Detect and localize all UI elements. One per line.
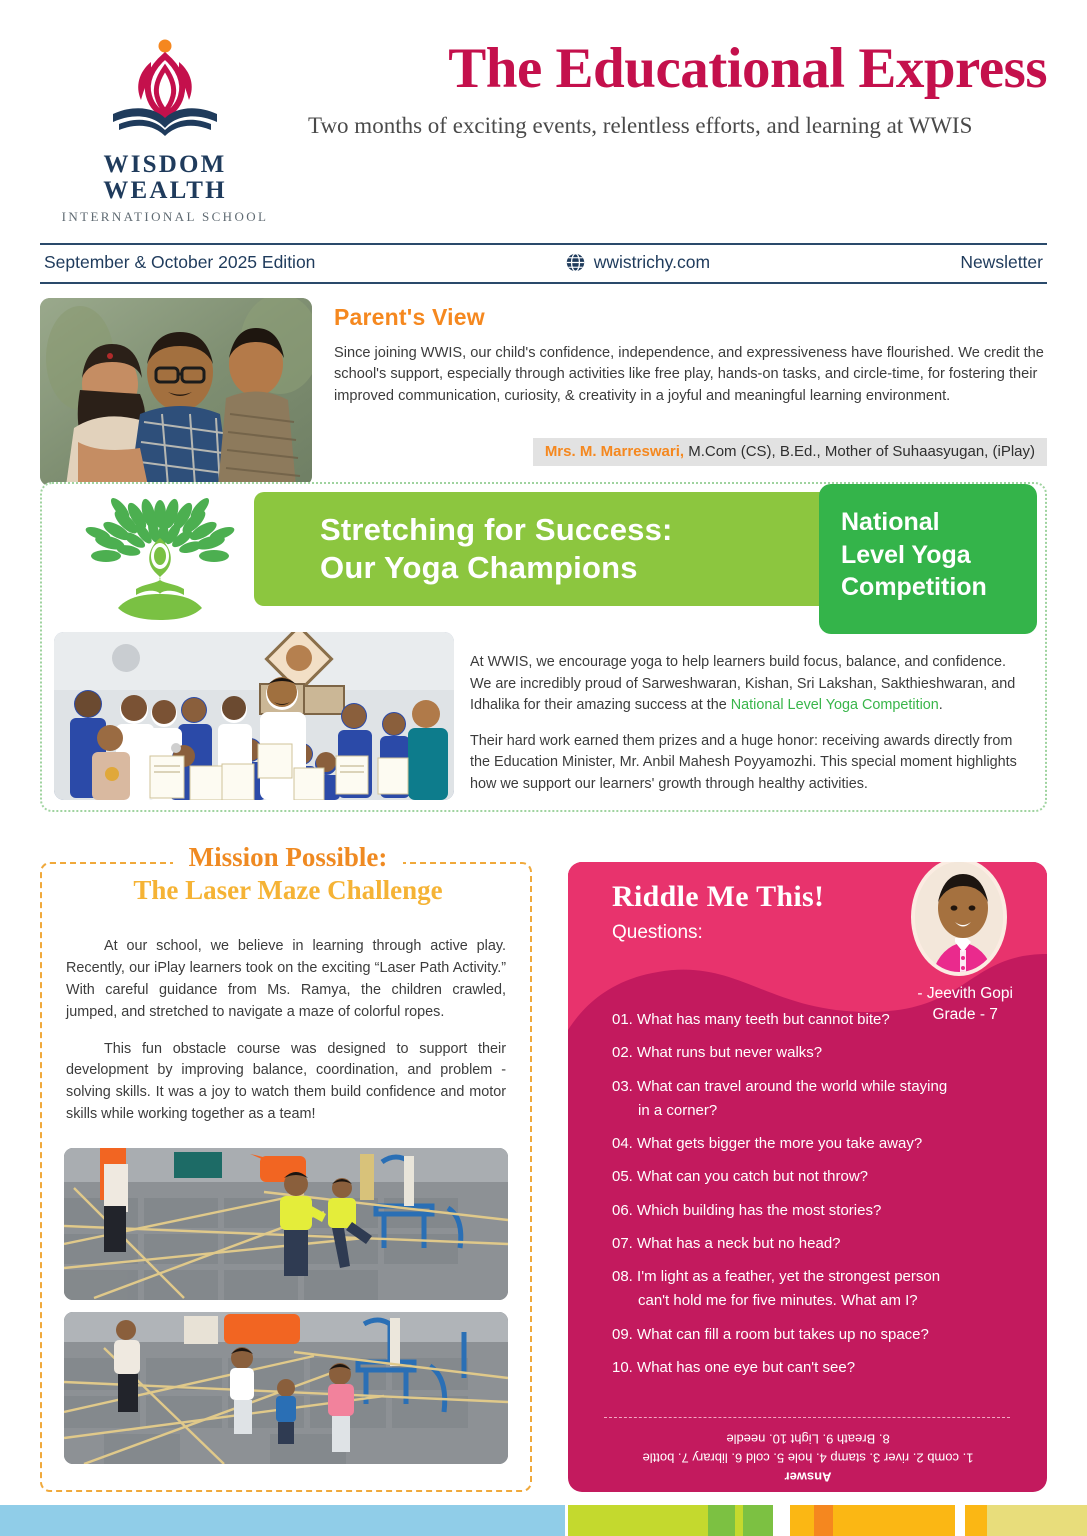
riddle-text: What runs but never walks? — [637, 1044, 823, 1062]
riddle-number: 09. — [612, 1325, 633, 1343]
riddle-item — [612, 1010, 1022, 1030]
answer-line-1: 1. comb 2. river 3. stamp 4. hole 5. cold 6. library 7. bottle — [642, 1451, 974, 1467]
riddle-item — [612, 1234, 1022, 1254]
newsletter-label: Newsletter — [960, 251, 1043, 272]
riddle-item — [612, 1134, 1022, 1154]
riddle-student-avatar — [911, 862, 1007, 976]
riddle-number: 03. — [612, 1077, 633, 1095]
riddle-title: Riddle Me This! — [612, 880, 825, 913]
footer-bar — [743, 1505, 773, 1536]
riddle-text: What can you catch but not throw? — [637, 1168, 868, 1186]
yoga-paragraph-1 — [470, 652, 1030, 717]
mission-possible-section — [40, 842, 532, 1492]
riddle-number: 10. — [612, 1358, 633, 1376]
yoga-body-text — [470, 652, 1030, 796]
riddle-text-cont: in a corner? — [638, 1101, 718, 1119]
laser-maze-photo-one-illustration — [64, 1148, 508, 1300]
badge-line-3: Competition — [841, 573, 987, 601]
badge-line-1: National — [841, 508, 940, 536]
yoga-banner-line1: Stretching for Success: — [320, 512, 673, 548]
yoga-p1-pre: At WWIS, we encourage yoga to help learners build focus, balance, and confidence. We are incredibly proud of Sarweshwaran, Kishan, Sri Lakshan, Sakthieshwaran, and Idhalika for their amazing success at the — [470, 654, 1016, 714]
masthead-block — [290, 30, 1047, 140]
edition-label: September & October 2025 Edition — [44, 251, 316, 272]
yoga-section — [40, 482, 1047, 812]
parents-view-text: Since joining WWIS, our child's confidence, independence, and expressiveness have flourished. We credit the school's support, especially through activities like free play, hands-on tasks, and circle-time, for fostering their improved communication, curiosity, & creativity in a joyful and meaningful learning environment. — [334, 344, 1044, 405]
riddle-number: 08. — [612, 1268, 633, 1285]
footer-bar — [0, 1505, 565, 1536]
mission-paragraph-1: At our school, we believe in learning through active play. Recently, our iPlay learners took on the exciting “Laser Path Activity.” With careful guidance from Ms. Ramya, the children crawled, jumped, and stretched to navigate a maze of colorful ropes. — [66, 938, 506, 1020]
mission-title-line1: Mission Possible: — [173, 842, 404, 873]
yoga-competition-link: National Level Yoga Competition — [730, 697, 939, 714]
yoga-banner-line2: Our Yoga Champions — [320, 550, 638, 585]
yoga-competition-badge — [819, 484, 1037, 634]
yoga-group-photo-illustration — [54, 632, 454, 800]
answer-line-2: 8. Breath 9. Light 10. needle — [726, 1432, 890, 1448]
parents-view-section — [0, 284, 1087, 486]
riddle-item — [612, 1043, 1022, 1063]
riddle-text: What gets bigger the more you take away? — [637, 1135, 923, 1152]
parents-view-body — [334, 298, 1047, 486]
riddle-item — [612, 1358, 1022, 1378]
lotus-book-logo-icon — [105, 38, 225, 146]
credit-name: Mrs. M. Marreswari, — [544, 443, 685, 461]
masthead-tagline: Two months of exciting events, relentless efforts, and learning at WWIS — [308, 113, 973, 138]
riddle-number: 04. — [612, 1135, 633, 1152]
riddle-item — [612, 1201, 1022, 1221]
riddle-item — [612, 1267, 1022, 1312]
riddle-text: I'm light as a feather, yet the strongest person — [637, 1268, 941, 1285]
footer-bar — [965, 1505, 987, 1536]
riddle-item — [612, 1167, 1022, 1187]
riddle-text: Which building has the most stories? — [637, 1201, 882, 1219]
riddle-number: 06. — [612, 1201, 633, 1219]
footer-bar — [708, 1505, 735, 1536]
riddle-number: 01. — [612, 1011, 633, 1028]
laser-maze-photo-one — [64, 1148, 508, 1300]
page-header — [0, 0, 1087, 225]
footer-color-bars — [0, 1505, 1087, 1536]
website-text: wwistrichy.com — [593, 251, 711, 272]
yoga-paragraph-2: Their hard work earned them prizes and a huge honor: receiving awards directly from the Education Minister, Mr. Anbil Mahesh Poyyamozhi. This special moment highlights how we support our learners' growth through healthy activities. — [470, 732, 1017, 793]
riddle-text: What has many teeth but cannot bite? — [637, 1011, 890, 1028]
yoga-group-photo — [54, 632, 454, 800]
answer-divider — [604, 1417, 1010, 1418]
riddle-text-cont: can't hold me for five minutes. What am I? — [638, 1292, 918, 1310]
mission-title-line2: The Laser Maze Challenge — [133, 875, 443, 905]
riddle-item — [612, 1077, 1022, 1122]
riddle-author-name: - Jeevith Gopi — [917, 985, 1013, 1002]
globe-icon — [566, 253, 585, 272]
footer-bar — [987, 1505, 1087, 1536]
school-logo-block — [40, 30, 290, 225]
riddle-text: What can travel around the world while staying — [637, 1077, 948, 1095]
school-subtitle: INTERNATIONAL SCHOOL — [61, 208, 269, 224]
footer-bar — [790, 1505, 814, 1536]
mission-paragraph-2: This fun obstacle course was designed to support their development by improving balance, coordination, and problem -solving skills. It was a joy to watch them build confidence and motor skills while working together as a team! — [66, 1040, 506, 1123]
family-photo-illustration — [40, 298, 312, 486]
credit-details: M.Com (CS), B.Ed., Mother of Suhaasyugan, (iPlay) — [684, 443, 1035, 461]
website-link[interactable] — [566, 252, 710, 273]
footer-bar — [735, 1505, 743, 1536]
riddle-section — [568, 862, 1047, 1492]
laser-maze-photo-two — [64, 1312, 508, 1464]
school-name: WISDOM WEALTH — [103, 151, 227, 205]
mission-title — [42, 842, 534, 906]
riddle-number: 07. — [612, 1234, 633, 1252]
riddle-questions-label: Questions: — [612, 922, 703, 943]
riddle-text: What has one eye but can't see? — [637, 1358, 856, 1376]
riddle-number: 02. — [612, 1044, 633, 1062]
riddle-number: 05. — [612, 1168, 633, 1186]
riddle-author-grade: Grade - 7 — [932, 1005, 998, 1023]
laser-maze-photo-two-illustration — [64, 1312, 508, 1464]
badge-line-2: Level Yoga — [841, 540, 971, 569]
riddle-answers — [596, 1429, 1020, 1486]
riddle-text: What has a neck but no head? — [637, 1234, 841, 1252]
answer-heading: Answer — [784, 1470, 832, 1485]
parents-view-heading: Parent's View — [334, 303, 485, 330]
footer-bar — [833, 1505, 955, 1536]
yoga-tree-icon — [70, 496, 250, 636]
footer-bar — [568, 1505, 708, 1536]
yoga-p1-post: . — [938, 697, 943, 714]
parents-view-credit — [533, 438, 1047, 466]
riddle-text: What can fill a room but takes up no space? — [637, 1325, 929, 1343]
yoga-banner-title — [254, 511, 673, 587]
footer-bar — [814, 1505, 833, 1536]
riddle-item — [612, 1325, 1022, 1345]
meta-bar — [40, 243, 1047, 284]
parent-family-photo — [40, 298, 312, 486]
riddle-questions-list — [612, 1010, 1022, 1391]
page-title: The Educational Express — [448, 37, 1047, 100]
